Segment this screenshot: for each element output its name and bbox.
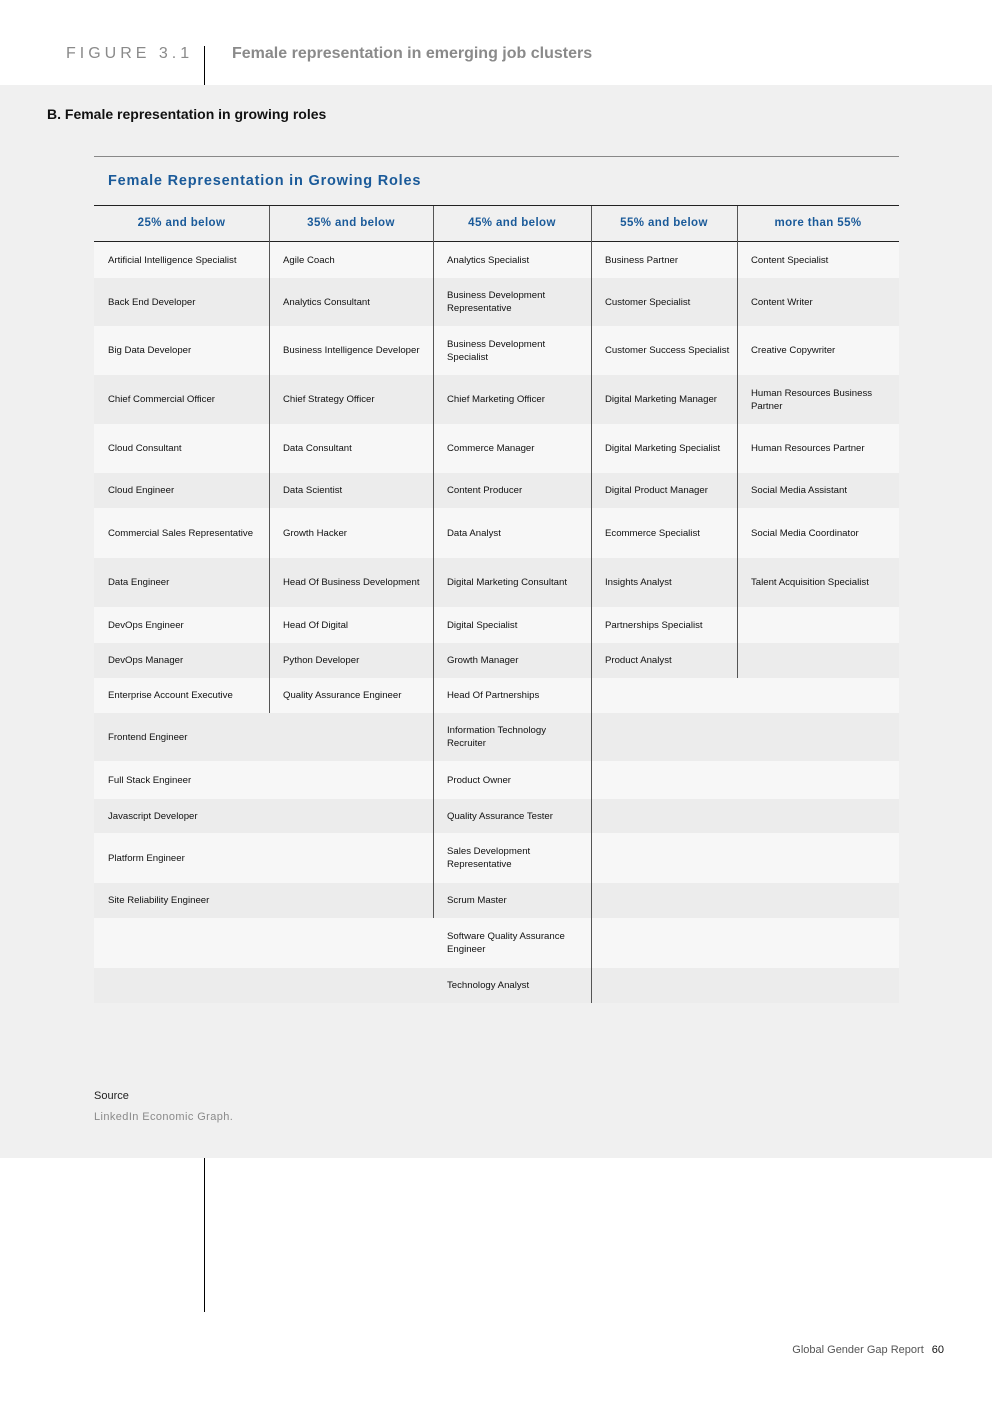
role-cell: Back End Developer — [108, 296, 196, 308]
column-header: 35% and below — [307, 217, 395, 229]
page-divider — [204, 1158, 205, 1312]
role-cell: Head Of Partnerships — [447, 690, 540, 701]
figure-title: Female representation in emerging job clusters — [232, 45, 593, 62]
role-cell: Analytics Specialist — [447, 254, 530, 266]
role-cell: Product Analyst — [605, 655, 672, 666]
role-cell: Digital Specialist — [447, 619, 518, 631]
role-cell: Talent Acquisition Specialist — [751, 577, 869, 588]
role-cell: Information Technology Recruiter — [447, 725, 547, 749]
role-cell: Social Media Coordinator — [751, 527, 859, 539]
role-cell: Business Development Representative — [447, 290, 546, 314]
role-cell: Head Of Business Development — [283, 577, 420, 588]
role-cell: Technology Analyst — [447, 980, 530, 991]
column-separator — [737, 206, 738, 678]
role-cell: Cloud Consultant — [108, 443, 182, 454]
header-divider — [204, 46, 205, 86]
role-cell: Content Specialist — [751, 254, 829, 266]
role-cell: Enterprise Account Executive — [108, 690, 233, 701]
role-cell: Customer Success Specialist — [605, 345, 730, 356]
role-cell: Sales Development Representative — [447, 846, 531, 870]
role-cell: Python Developer — [283, 655, 360, 666]
table-top-rule — [94, 156, 899, 157]
role-cell: Human Resources Partner — [751, 443, 865, 454]
column-separator — [591, 206, 592, 1003]
role-cell: Ecommerce Specialist — [605, 527, 700, 539]
role-cell: Javascript Developer — [108, 810, 198, 822]
page-number: 60 — [931, 1344, 944, 1356]
role-cell: Commerce Manager — [447, 443, 535, 454]
column-separator — [433, 206, 434, 918]
role-cell: Platform Engineer — [108, 852, 185, 864]
role-cell: Product Owner — [447, 774, 511, 786]
figure-label: FIGURE 3.1 — [66, 45, 194, 62]
role-cell: Business Partner — [605, 254, 679, 266]
role-cell: Human Resources Business Partner — [751, 387, 873, 412]
column-header: more than 55% — [774, 217, 862, 229]
role-cell: Full Stack Engineer — [108, 774, 192, 786]
role-cell: Partnerships Specialist — [605, 619, 703, 631]
role-cell: Creative Copywriter — [751, 345, 836, 356]
role-cell: Chief Commercial Officer — [108, 394, 215, 405]
role-cell: Quality Assurance Tester — [447, 810, 553, 822]
role-cell: Content Writer — [751, 296, 813, 308]
role-cell: Insights Analyst — [605, 577, 672, 588]
role-cell: Data Scientist — [283, 485, 343, 496]
figure-panel — [0, 85, 992, 1158]
role-cell: Customer Specialist — [605, 296, 691, 308]
role-cell: Agile Coach — [283, 254, 335, 266]
page-footer — [792, 1344, 944, 1356]
role-cell: Business Development Specialist — [447, 338, 546, 363]
role-cell: Cloud Engineer — [108, 485, 175, 496]
role-cell: Site Reliability Engineer — [108, 895, 210, 906]
role-cell: DevOps Manager — [108, 655, 184, 666]
source-text: LinkedIn Economic Graph. — [94, 1111, 234, 1123]
role-cell: Quality Assurance Engineer — [283, 690, 402, 701]
role-cell: Software Quality Assurance Engineer — [447, 931, 565, 955]
column-separator — [269, 206, 270, 713]
role-cell: Digital Marketing Specialist — [605, 443, 721, 454]
role-cell: Head Of Digital — [283, 619, 349, 631]
role-cell: Growth Hacker — [283, 527, 347, 539]
role-cell: Digital Marketing Manager — [605, 394, 717, 405]
role-cell: Artificial Intelligence Specialist — [108, 254, 237, 266]
role-cell: Frontend Engineer — [108, 731, 188, 743]
role-cell: Social Media Assistant — [751, 485, 847, 496]
column-header: 45% and below — [468, 217, 556, 229]
role-cell: Digital Marketing Consultant — [447, 577, 567, 588]
role-cell: Business Intelligence Developer — [283, 345, 420, 356]
role-cell: Analytics Consultant — [283, 296, 370, 308]
role-cell: Content Producer — [447, 485, 523, 496]
role-cell: Growth Manager — [447, 655, 519, 666]
role-cell: Chief Strategy Officer — [283, 394, 375, 405]
role-cell: Scrum Master — [447, 895, 507, 906]
source-label: Source — [94, 1090, 129, 1102]
role-cell: Digital Product Manager — [605, 485, 708, 496]
role-cell: Data Consultant — [283, 443, 352, 454]
role-cell: Chief Marketing Officer — [447, 394, 545, 405]
figure-subtitle: B. Female representation in growing roles — [47, 106, 327, 122]
column-header: 25% and below — [137, 217, 226, 229]
role-cell: Big Data Developer — [108, 345, 192, 356]
figure-header — [0, 0, 992, 85]
column-header: 55% and below — [620, 217, 708, 229]
role-cell: Data Engineer — [108, 577, 170, 588]
table-title: Female Representation in Growing Roles — [108, 173, 422, 189]
role-cell: DevOps Engineer — [108, 619, 184, 631]
role-cell: Commercial Sales Representative — [108, 527, 254, 539]
report-name: Global Gender Gap Report — [792, 1344, 924, 1356]
role-cell: Data Analyst — [447, 527, 501, 539]
